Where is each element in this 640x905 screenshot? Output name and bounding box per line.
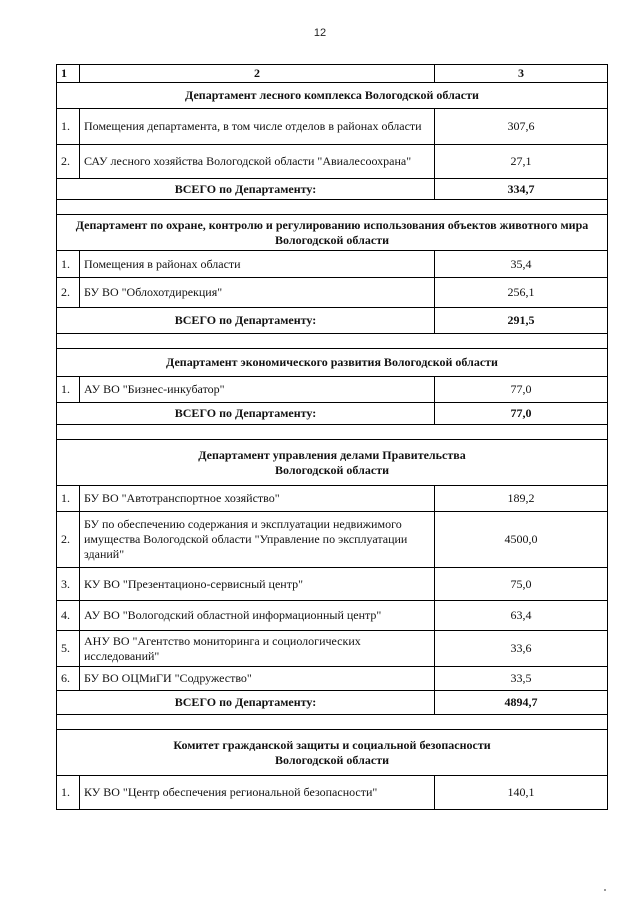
row-name: БУ по обеспечению содержания и эксплуатации недвижимого имущества Вологодской области "Управление по эксплуатации зданий" (80, 512, 435, 568)
row-number: 2. (57, 145, 80, 179)
row-value: 33,5 (435, 667, 608, 691)
table-row (57, 109, 608, 145)
row-name: БУ ВО "Облохотдирекция" (80, 278, 435, 308)
table-row (57, 512, 608, 568)
table-row (57, 776, 608, 810)
row-number: 3. (57, 568, 80, 601)
row-value: 4500,0 (435, 512, 608, 568)
column-header-3: 3 (435, 65, 608, 83)
row-number: 1. (57, 486, 80, 512)
row-name: АУ ВО "Вологодский областной информационный центр" (80, 601, 435, 631)
row-value: 75,0 (435, 568, 608, 601)
row-value: 35,4 (435, 251, 608, 278)
row-name: КУ ВО "Презентационо-сервисный центр" (80, 568, 435, 601)
row-name: Помещения в районах области (80, 251, 435, 278)
row-number: 1. (57, 776, 80, 810)
row-number: 1. (57, 377, 80, 403)
row-name: КУ ВО "Центр обеспечения региональной безопасности" (80, 776, 435, 810)
row-number: 2. (57, 512, 80, 568)
section-title-line: Департамент управления делами Правительства (198, 447, 466, 462)
row-name: БУ ВО ОЦМиГИ "Содружество" (80, 667, 435, 691)
section-title-line: Комитет гражданской защиты и социальной безопасности (173, 737, 491, 752)
column-header-row (57, 65, 608, 83)
section-header-row (57, 215, 608, 251)
total-label: ВСЕГО по Департаменту: (57, 179, 435, 200)
row-name: САУ лесного хозяйства Вологодской области "Авиалесоохрана" (80, 145, 435, 179)
table-row (57, 145, 608, 179)
row-number: 2. (57, 278, 80, 308)
row-value: 27,1 (435, 145, 608, 179)
section-title (57, 440, 608, 486)
section-title: Департамент экономического развития Вологодской области (57, 349, 608, 377)
property-table (56, 64, 608, 810)
row-value: 140,1 (435, 776, 608, 810)
total-row (57, 308, 608, 334)
page-number: 12 (313, 27, 327, 39)
total-value: 334,7 (435, 179, 608, 200)
spacer-row (57, 425, 608, 440)
spacer-row (57, 715, 608, 730)
scan-mark (604, 889, 606, 891)
row-number: 5. (57, 631, 80, 667)
row-name: Помещения департамента, в том числе отделов в районах области (80, 109, 435, 145)
section-title: Департамент по охране, контролю и регулированию использования объектов животного мира Вологодской области (57, 215, 608, 251)
table-row (57, 377, 608, 403)
row-name: АУ ВО "Бизнес-инкубатор" (80, 377, 435, 403)
total-row (57, 179, 608, 200)
section-title (57, 730, 608, 776)
section-title-line: Вологодской области (274, 752, 390, 767)
column-header-2: 2 (80, 65, 435, 83)
table-row (57, 601, 608, 631)
table-row (57, 667, 608, 691)
total-label: ВСЕГО по Департаменту: (57, 403, 435, 425)
row-number: 6. (57, 667, 80, 691)
table-row (57, 568, 608, 601)
row-name: БУ ВО "Автотранспортное хозяйство" (80, 486, 435, 512)
section-header-row (57, 440, 608, 486)
table-row (57, 631, 608, 667)
table-row (57, 251, 608, 278)
spacer-row (57, 334, 608, 349)
table-row (57, 278, 608, 308)
total-row (57, 403, 608, 425)
total-label: ВСЕГО по Департаменту: (57, 308, 435, 334)
section-title: Департамент лесного комплекса Вологодской области (57, 83, 608, 109)
row-number: 1. (57, 109, 80, 145)
row-number: 4. (57, 601, 80, 631)
total-value: 4894,7 (435, 691, 608, 715)
row-value: 256,1 (435, 278, 608, 308)
section-header-row (57, 730, 608, 776)
row-value: 77,0 (435, 377, 608, 403)
spacer-row (57, 200, 608, 215)
row-name: АНУ ВО "Агентство мониторинга и социологических исследований" (80, 631, 435, 667)
total-label: ВСЕГО по Департаменту: (57, 691, 435, 715)
total-value: 291,5 (435, 308, 608, 334)
section-title-line: Вологодской области (274, 462, 390, 477)
section-header-row (57, 349, 608, 377)
column-header-1: 1 (57, 65, 80, 83)
row-value: 307,6 (435, 109, 608, 145)
section-header-row (57, 83, 608, 109)
table-row (57, 486, 608, 512)
total-row (57, 691, 608, 715)
row-number: 1. (57, 251, 80, 278)
row-value: 189,2 (435, 486, 608, 512)
row-value: 33,6 (435, 631, 608, 667)
total-value: 77,0 (435, 403, 608, 425)
row-value: 63,4 (435, 601, 608, 631)
